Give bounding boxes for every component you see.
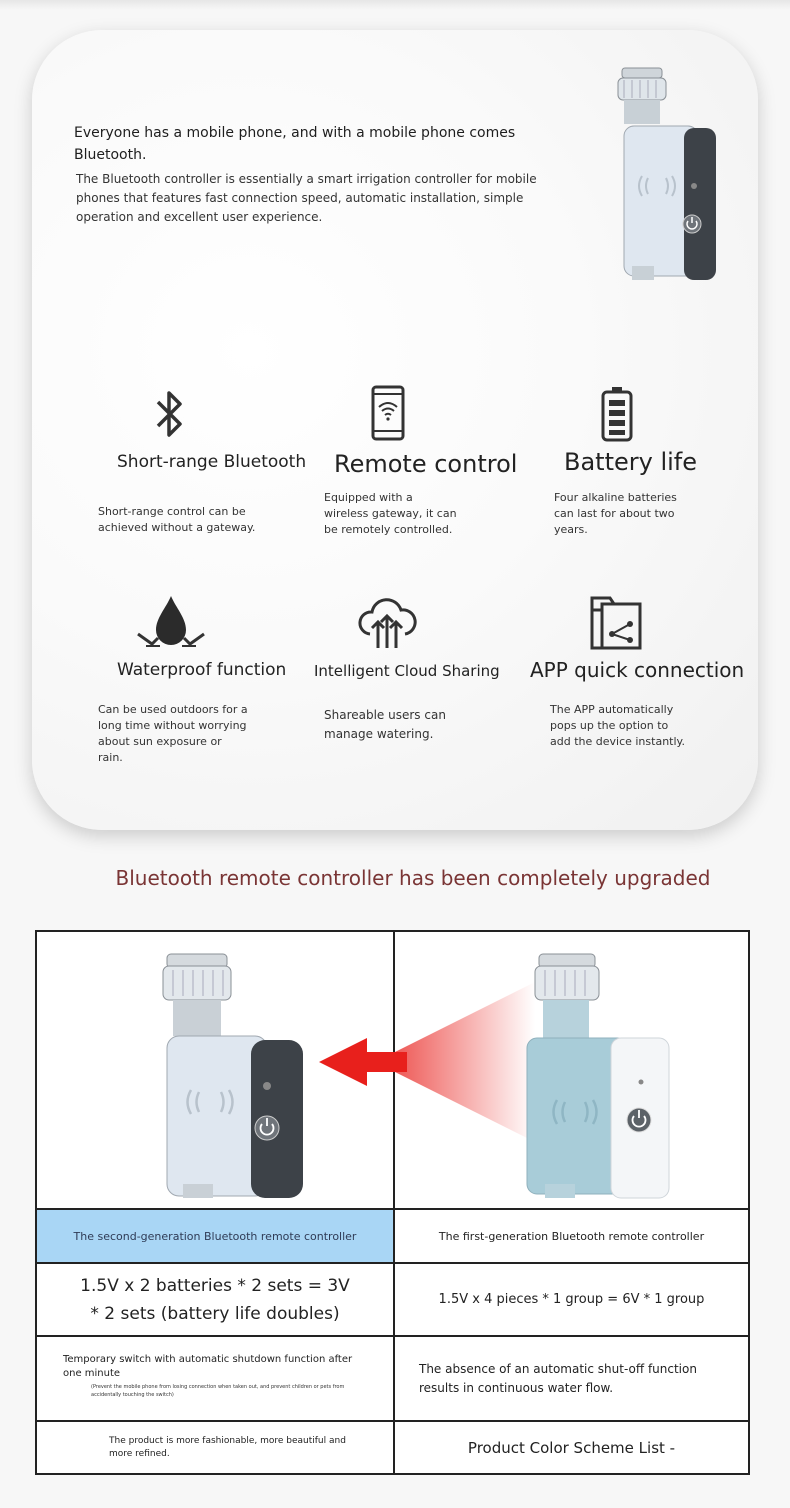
- second-gen-label: The second-generation Bluetooth remote controller: [73, 1229, 357, 1243]
- feature-title: Intelligent Cloud Sharing: [314, 662, 500, 680]
- water-drop-icon: [136, 594, 206, 650]
- second-gen-design-cell: [37, 1422, 393, 1473]
- bluetooth-icon: [152, 386, 188, 442]
- feature-description: Four alkaline batteries can last for about two years.: [554, 491, 677, 536]
- feature-title: APP quick connection: [530, 658, 745, 682]
- second-gen-design: The product is more fashionable, more beautiful and more refined.: [109, 1435, 346, 1459]
- feature-description: Short-range control can be achieved without a gateway.: [98, 505, 256, 534]
- intro-title: Everyone has a mobile phone, and with a mobile phone comes Bluetooth.: [74, 125, 516, 163]
- first-gen-battery: 1.5V x 4 pieces * 1 group = 6V * 1 group: [438, 1292, 705, 1307]
- feature-title: Short-range Bluetooth: [117, 452, 307, 472]
- comparison-title: Bluetooth remote controller has been completely upgraded: [115, 866, 711, 890]
- feature-description: Can be used outdoors for a long time without worrying about sun exposure or rain.: [98, 703, 248, 764]
- feature-title: Waterproof function: [117, 660, 287, 680]
- top-band: [0, 0, 790, 10]
- second-gen-device-image: [147, 950, 317, 1200]
- feature-card: [32, 30, 758, 830]
- feature-title: Battery life: [564, 448, 698, 476]
- second-gen-shutoff: Temporary switch with automatic shutdown function after one minute: [63, 1354, 353, 1379]
- intro-description: The Bluetooth controller is essentially a smart irrigation controller for mobile phones that features fast connection speed, automatic installation, simple operation and excellent user experience.: [76, 172, 537, 224]
- first-gen-shutoff-cell: [395, 1337, 748, 1420]
- second-gen-label-cell: [37, 1210, 393, 1262]
- hero-device-image: [584, 66, 724, 286]
- upgrade-arrow-icon: [315, 982, 545, 1142]
- feature-description: The APP automatically pops up the option to add the device instantly.: [550, 703, 685, 748]
- first-gen-shutoff: The absence of an automatic shut-off function results in continuous water flow.: [419, 1361, 697, 1395]
- feature-description: Shareable users can manage watering.: [324, 708, 446, 741]
- first-gen-label: The first-generation Bluetooth remote controller: [438, 1229, 705, 1243]
- battery-icon: [599, 386, 635, 442]
- feature-description: Equipped with a wireless gateway, it can be remotely controlled.: [324, 491, 457, 536]
- cloud-upload-icon: [356, 594, 418, 650]
- first-gen-color-cell: [395, 1422, 748, 1473]
- folder-network-icon: [588, 594, 644, 650]
- first-gen-label-cell: [395, 1210, 748, 1262]
- comparison-table: [35, 930, 750, 1475]
- second-gen-shutoff-note: (Prevent the mobile phone from losing connection when taken out, and prevent children or pets from accidentally touching the switch): [91, 1384, 345, 1398]
- second-gen-battery: 1.5V x 2 batteries * 2 sets = 3V * 2 sets (battery life doubles): [80, 1275, 350, 1324]
- feature-title: Remote control: [334, 450, 518, 478]
- smartphone-wifi-icon: [370, 385, 406, 441]
- first-gen-battery-cell: [395, 1264, 748, 1335]
- first-gen-color-scheme: Product Color Scheme List -: [467, 1438, 676, 1457]
- second-gen-battery-cell: [37, 1264, 393, 1335]
- first-gen-device-image: [517, 950, 677, 1200]
- second-gen-shutoff-cell: [37, 1337, 393, 1420]
